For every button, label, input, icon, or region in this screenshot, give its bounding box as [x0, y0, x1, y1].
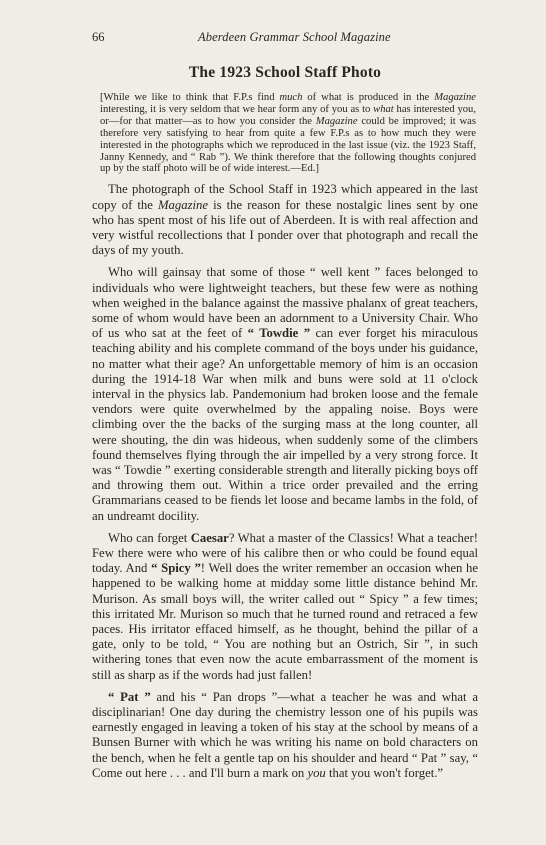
editor-note: [While we like to think that F.P.s find much of what is produced in the Magazine interesting, it is very seldom that we hear form any of you as to what has interested you, or—for that matter—as to how you consider the Magazine could be improved; it was therefore very satisfying to hear from quite a few F.P.s as to how much they were interested in the photographs which we reproduced in the last issue (viz. the 1923 Staff, Janny Kennedy, and “ Rab ”). We think therefore that the following thoughts conjured up by the staff photo will be of wide interest.—Ed.]	[100, 92, 476, 175]
body-paragraph-4: “ Pat ” and his “ Pan drops ”—what a teacher he was and what a disciplinarian! One day during the chemistry lesson one of his pupils was earnestly engaged in leaving a token of his stay at the school by means of a Bunsen Burner with which he was writing his name on bold characters on the bench, when he felt a gentle tap on his shoulder and heard “ Pat ” say, “ Come out here . . . and I'll burn a mark on you that you won't forget.”	[92, 689, 478, 780]
body-paragraph-3: Who can forget Caesar? What a master of the Classics! What a teacher! Few there were who were of his calibre then or who could be found equal today. And “ Spicy ”! Well does the writer remember an occasion when he happened to be walking home at midday some little distance behind Mr. Murison. As small boys will, the writer called out “ Spicy ” a few times; this irritated Mr. Murison so much that he turned round and retraced a few paces. His irritator effaced himself, as he thought, behind the pillar of a gate, only to be told, “ You are nothing but an Ostrich, Sir ”, in such withering tones that even now the acute embarrassment of the moment is still as sharp as if the words had just fallen!	[92, 530, 479, 682]
page-number: 66	[92, 30, 105, 44]
body-paragraph-2: Who will gainsay that some of those “ well kent ” faces belonged to individuals who were lightweight teachers, but these few were as nothing when weighed in the balance against the massive phalanx of great teachers, some of whom would have been an adornment to a University Chair. Who of us who sat at the feet of “ Towdie ” can ever forget his miraculous teaching ability and his complete command of the boys under his guidance, no matter what their age? An unforgettable memory of him is an occasion during the 1914-18 War when milk and buns were sold at 11 o'clock interval in the physics lab. Pandemonium had broken loose and the female vendors were quite overwhelmed by the appaling noise. Boys were climbing over the the backs of the surging mass at the long counter, all were shouting, the din was hideous, when suddenly some of the climbers found themselves flying through the air impelled by a very strong force. It was “ Towdie ” exerting considerable strength and literally picking boys off and throwing them out. Within a trice order prevailed and the erring Grammarians ceased to be fiends let loose and became lambs in the fold, of an undreamt docility.	[92, 265, 478, 523]
article-title: The 1923 School Staff Photo	[188, 64, 382, 81]
page-header	[92, 30, 478, 48]
running-head: Aberdeen Grammar School Magazine	[198, 30, 391, 44]
body-paragraph-1: The photograph of the School Staff in 1923 which appeared in the last copy of the Magazine is the reason for these nostalgic lines sent by one who has spent most of his life out of Aberdeen. It is with real affection and very wistful recollections that I ponder over that photograph and recall the days of my youth.	[92, 182, 478, 258]
